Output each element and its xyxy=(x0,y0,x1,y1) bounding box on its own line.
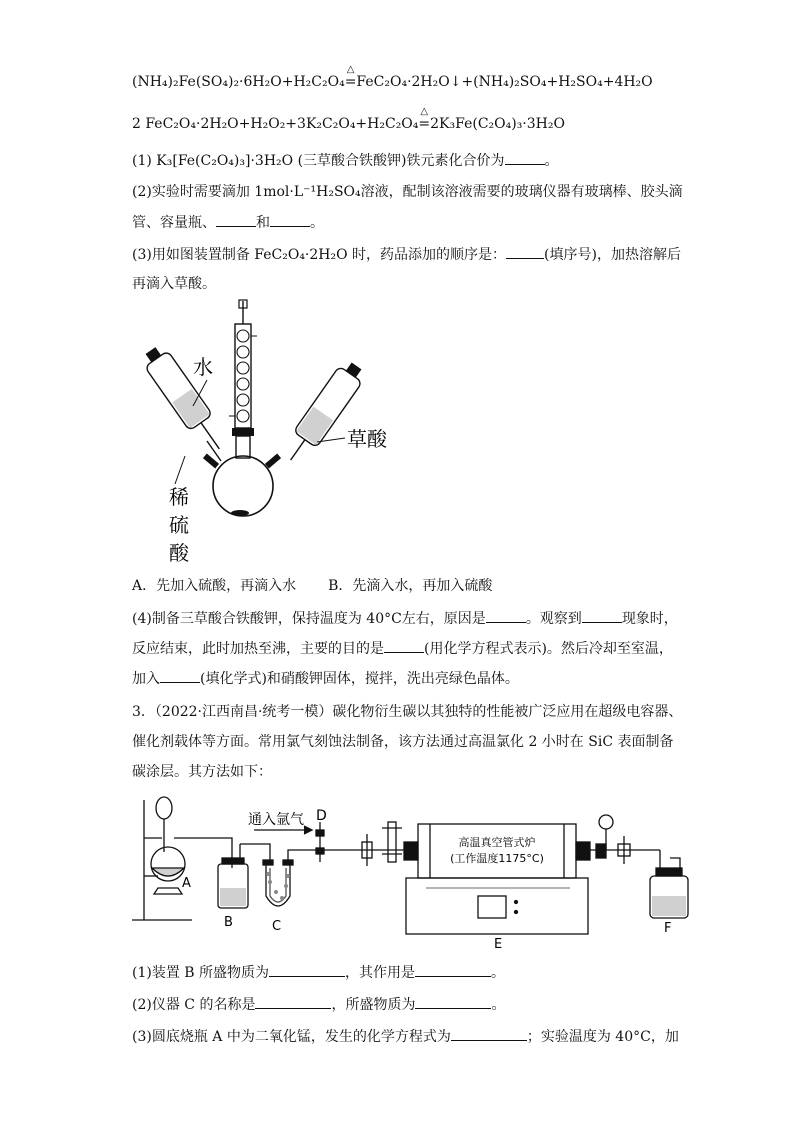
problem-3-line-3 xyxy=(132,762,272,782)
label-argon: 通入氩气 xyxy=(248,812,304,828)
answer-blank[interactable] xyxy=(160,668,200,683)
question-text: 加入 xyxy=(132,671,160,687)
punct: 。 xyxy=(491,965,506,981)
question-4-line-1 xyxy=(132,608,678,629)
question-text: 现象时， xyxy=(621,611,678,627)
label-acid: 酸 xyxy=(169,541,189,565)
question-text: 和 xyxy=(256,215,270,231)
question-1 xyxy=(132,150,559,171)
answer-blank[interactable] xyxy=(255,994,331,1009)
question-text: ，所盛物质为 xyxy=(331,997,416,1013)
answer-blank[interactable] xyxy=(269,962,345,977)
heat-symbol: △ xyxy=(346,64,355,75)
answer-blank[interactable] xyxy=(270,212,310,227)
answer-blank[interactable] xyxy=(415,962,491,977)
sub-question-2 xyxy=(132,994,505,1015)
option-b[interactable]: B．先滴入水，再加入硫酸 xyxy=(328,578,493,594)
eq1-reactants: (NH₄)₂Fe(SO₄)₂·6H₂O+H₂C₂O₄ xyxy=(132,74,345,90)
heat-equals xyxy=(418,106,431,134)
label-c: C xyxy=(272,919,282,934)
label-water: 水 xyxy=(193,355,213,379)
label-sulfur: 硫 xyxy=(169,513,189,537)
question-text: ，其作用是 xyxy=(345,965,416,981)
separatory-funnel xyxy=(156,797,172,819)
heat-equals xyxy=(344,64,357,92)
sub-question-3 xyxy=(132,1026,679,1047)
option-a[interactable]: A．先加入硫酸，再滴入水 xyxy=(132,578,297,594)
problem-text: 碳涂层。其方法如下： xyxy=(132,764,272,780)
question-3-line-1 xyxy=(132,244,681,265)
punct: 。 xyxy=(310,215,324,231)
question-text: (2)实验时需要滴加 1mol·L⁻¹H₂SO₄溶液，配制该溶液需要的玻璃仪器有玻璃棒、胶头滴 xyxy=(132,184,683,200)
answer-blank[interactable] xyxy=(582,608,622,623)
pressure-gauge xyxy=(599,815,613,829)
question-4-line-3 xyxy=(132,668,519,689)
problem-3-line-1 xyxy=(132,702,682,722)
eq2-reactants: 2 FeC₂O₄·2H₂O+H₂O₂+3K₂C₂O₄+H₂C₂O₄ xyxy=(132,116,419,132)
question-text: (4)制备三草酸合铁酸钾，保持温度为 40°C左右，原因是 xyxy=(132,611,486,627)
furnace-temp: (工作温度1175°C) xyxy=(450,852,544,865)
label-dilute: 稀 xyxy=(169,485,189,509)
question-text: (用化学方程式表示)。然后冷却至室温， xyxy=(424,641,673,657)
punct: 。 xyxy=(491,997,506,1013)
heat-symbol: △ xyxy=(420,106,429,117)
round-bottom-flask xyxy=(213,456,273,516)
problem-text: 3．（2022·江西南昌·统考一模）碳化物衍生碳以其独特的性能被广泛应用在超级电容器、 xyxy=(132,704,683,720)
label-e: E xyxy=(494,937,503,952)
sub-question-1 xyxy=(132,962,505,983)
options-line xyxy=(132,576,492,596)
answer-blank[interactable] xyxy=(505,150,545,165)
question-3-line-2 xyxy=(132,274,216,294)
answer-blank[interactable] xyxy=(415,994,491,1009)
iron-filings xyxy=(231,510,249,516)
label-d: D xyxy=(316,808,327,824)
question-text: 管、容量瓶、 xyxy=(132,215,216,231)
question-2-line-1 xyxy=(132,182,683,202)
question-text: (3)圆底烧瓶 A 中为二氧化锰，发生的化学方程式为 xyxy=(132,1029,451,1045)
question-2-line-2 xyxy=(132,212,324,233)
center-neck xyxy=(236,436,250,458)
left-dropping-funnel xyxy=(139,343,231,457)
eq1-products: FeC₂O₄·2H₂O↓+(NH₄)₂SO₄+H₂SO₄+4H₂O xyxy=(356,74,653,90)
punct: 。 xyxy=(544,153,559,169)
label-b: B xyxy=(224,915,233,930)
problem-text: 催化剂载体等方面。常用氯气刻蚀法制备，该方法通过高温氯化 2 小时在 SiC 表面制备 xyxy=(132,734,674,750)
equals-sign: = xyxy=(418,116,431,132)
question-text: (填化学式)和硝酸钾固体，搅拌，洗出亮绿色晶体。 xyxy=(200,671,519,687)
equation-2 xyxy=(132,106,565,134)
equals-sign: = xyxy=(344,74,357,90)
tube-flange-right xyxy=(576,842,590,860)
question-4-line-2 xyxy=(132,638,673,659)
question-text: 反应结束，此时加热至沸，主要的目的是 xyxy=(132,641,384,657)
label-a: A xyxy=(182,876,191,891)
answer-blank[interactable] xyxy=(384,638,424,653)
answer-blank[interactable] xyxy=(486,608,526,623)
furnace-display xyxy=(478,896,506,918)
apparatus-figure-1 xyxy=(125,296,415,571)
question-text: (1) K₃[Fe(C₂O₄)₃]·3H₂O (三草酸合铁酸钾)铁元素化合价为 xyxy=(132,153,505,169)
furnace-base xyxy=(406,878,588,934)
label-f: F xyxy=(664,921,672,936)
furnace-title: 高温真空管式炉 xyxy=(458,836,536,849)
tube-flange-left xyxy=(404,842,418,860)
answer-blank[interactable] xyxy=(216,212,256,227)
problem-3-line-2 xyxy=(132,732,674,752)
eq2-products: 2K₃Fe(C₂O₄)₃·3H₂O xyxy=(430,116,565,132)
stopper-center xyxy=(232,428,254,436)
right-dropping-funnel xyxy=(279,358,368,468)
reflux-condenser xyxy=(235,324,251,428)
label-oxalic-acid: 草酸 xyxy=(347,427,387,451)
question-text: (2)仪器 C 的名称是 xyxy=(132,997,256,1013)
question-text: 再滴入草酸。 xyxy=(132,276,216,292)
question-text: (3)用如图装置制备 FeC₂O₄·2H₂O 时，药品添加的顺序是： xyxy=(132,247,507,263)
apparatus-figure-2 xyxy=(130,792,695,954)
question-text: (填序号)，加热溶解后 xyxy=(544,247,681,263)
question-text: 。观察到 xyxy=(525,611,582,627)
question-text: ；实验温度为 40°C，加 xyxy=(526,1029,679,1045)
question-text: (1)装置 B 所盛物质为 xyxy=(132,965,270,981)
answer-blank[interactable] xyxy=(506,244,544,259)
answer-blank[interactable] xyxy=(451,1026,527,1041)
equation-1 xyxy=(132,64,653,92)
furnace-e xyxy=(418,824,576,878)
condenser-bulbs xyxy=(237,330,249,422)
